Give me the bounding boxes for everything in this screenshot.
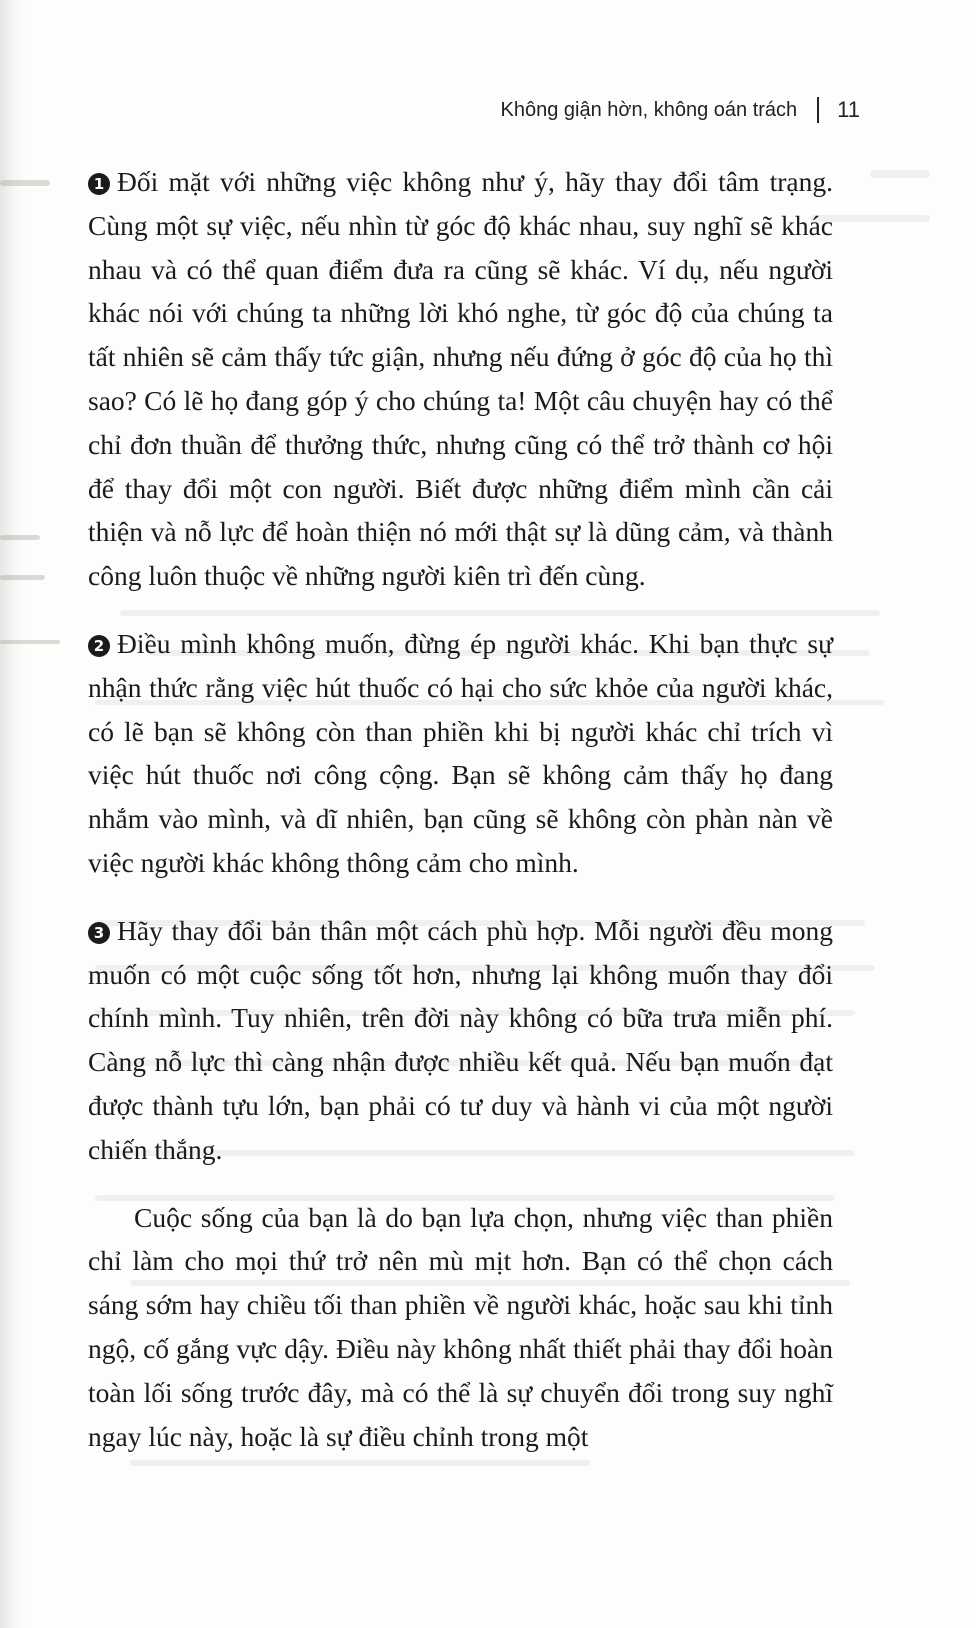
page-number: 11 — [837, 97, 860, 122]
paragraph-text: Cuộc sống của bạn là do bạn lựa chọn, nhưng việc than phiền chỉ làm cho mọi thứ trở nên mù mịt hơn. Bạn có thể chọn cách sáng sớm hay chiều tối than phiền về người khác, hoặc sau khi tỉnh ngộ, cố gắng vực dậy. Điều này không nhất thiết phải thay đổi hoàn toàn lối sống trước đây, mà có thể là sự chuyển đổi trong suy nghĩ ngay lúc này, hoặc là sự điều chỉnh trong một — [88, 1201, 833, 1452]
page-body — [88, 160, 833, 1482]
header-divider — [817, 97, 819, 123]
page-edge-shadow — [0, 0, 26, 1628]
paragraph-text: Đối mặt với những việc không như ý, hãy thay đổi tâm trạng. Cùng một sự việc, nếu nhìn từ góc độ khác nhau, suy nghĩ sẽ khác nhau và có thể quan điểm đưa ra cũng sẽ khác. Ví dụ, nếu người khác nói với chúng ta những lời khó nghe, từ góc độ của chúng ta tất nhiên sẽ cảm thấy tức giận, nhưng nếu đứng ở góc độ của họ thì sao? Có lẽ họ đang góp ý cho chúng ta! Một câu chuyện hay có thể chỉ đơn thuần để thưởng thức, nhưng cũng có thể trở thành cơ hội để thay đổi một con người. Biết được những điểm mình cần cải thiện và nỗ lực để hoàn thiện nó mới thật sự là dũng cảm, và thành công luôn thuộc về những người kiên trì đến cùng. — [88, 166, 833, 592]
number-bullet-3: 3 — [88, 922, 110, 944]
body-paragraph — [88, 1196, 833, 1459]
paragraph-text: Hãy thay đổi bản thân một cách phù hợp. Mỗi người đều mong muốn có một cuộc sống tốt hơn, nhưng lại không muốn thay đổi chính mình. Tuy nhiên, trên đời này không có bữa trưa miễn phí. Càng nỗ lực thì càng nhận được nhiều kết quả. Nếu bạn muốn đạt được thành tựu lớn, bạn phải có tư duy và hành vi của một người chiến thắng. — [88, 914, 833, 1165]
number-bullet-2: 2 — [88, 635, 110, 657]
number-bullet-1: 1 — [88, 173, 110, 195]
numbered-paragraph-2 — [88, 622, 833, 885]
numbered-paragraph-1 — [88, 160, 833, 598]
running-header — [500, 96, 860, 124]
running-title: Không giận hờn, không oán trách — [500, 98, 798, 121]
numbered-paragraph-3 — [88, 909, 833, 1172]
paragraph-text: Điều mình không muốn, đừng ép người khác. Khi bạn thực sự nhận thức rằng việc hút thuốc có hại cho sức khỏe của người khác, có lẽ bạn sẽ không còn than phiền khi bị người khác chỉ trích vì việc hút thuốc nơi công cộng. Bạn sẽ không cảm thấy họ đang nhắm vào mình, và dĩ nhiên, bạn cũng sẽ không còn phàn nàn về việc người khác không thông cảm cho mình. — [88, 627, 833, 878]
